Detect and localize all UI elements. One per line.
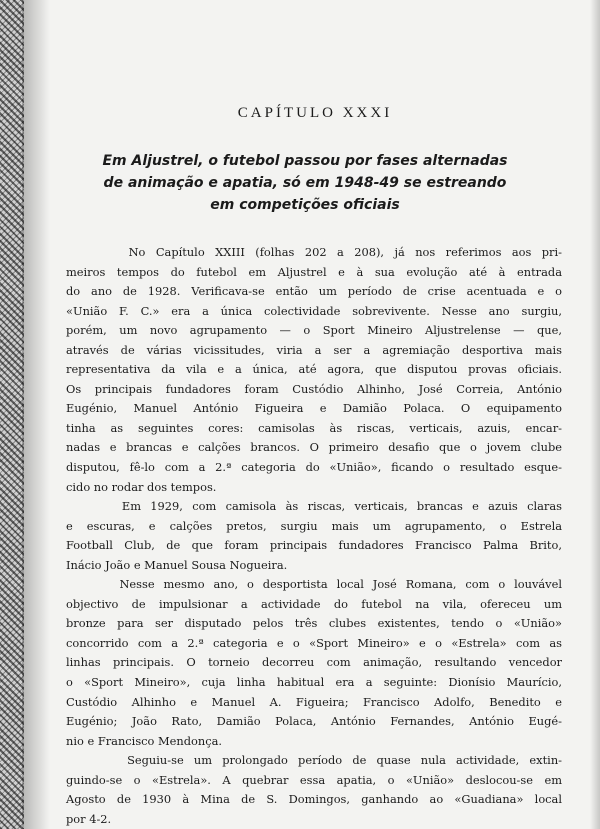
body-line: do ano de 1928. Verificava-se então um período de crise acentuada e o (66, 284, 562, 299)
scan-binding-edge (0, 0, 24, 829)
body-line: através de várias vicissitudes, viria a ser a agremiação desportiva mais (66, 342, 562, 357)
body-line: nadas e brancas e calções brancos. O primeiro desafio que o jovem clube (66, 440, 562, 455)
body-line: Os principais fundadores foram Custódio Alhinho, José Correia, António (66, 381, 562, 396)
body-line: «União F. C.» era a única colectividade sobrevivente. Nesse ano surgiu, (66, 303, 562, 318)
body-line: Nesse mesmo ano, o desportista local José Romana, com o louvável (66, 577, 562, 592)
body-line: tinha as seguintes cores: camisolas às riscas, verticais, azuis, encar- (66, 420, 562, 435)
body-line: Inácio João e Manuel Sousa Nogueira. (66, 557, 288, 572)
scan-right-edge (590, 0, 600, 829)
body-line: Football Club, de que foram principais fundadores Francisco Palma Brito, (66, 538, 562, 553)
subtitle-line: Em Aljustrel, o futebol passou por fases alternadas (102, 153, 508, 169)
body-line: Custódio Alhinho e Manuel A. Figueira; Francisco Adolfo, Benedito e (66, 694, 562, 709)
body-line: representativa da vila e a única, até agora, que disputou provas oficiais. (66, 362, 562, 377)
body-line: No Capítulo XXIII (folhas 202 a 208), já nos referimos aos pri- (66, 245, 562, 259)
body-line: Seguiu-se um prolongado período de quase nula actividade, extin- (66, 753, 562, 768)
chapter-subtitle (60, 150, 550, 216)
chapter-body (66, 243, 562, 829)
body-line: meiros tempos do futebol em Aljustrel e à sua evolução até à entrada (66, 264, 562, 279)
body-line: Eugénio, Manuel António Figueira e Damião Polaca. O equipamento (66, 401, 562, 416)
body-line: linhas principais. O torneio decorreu com animação, resultando vencedor (66, 655, 562, 670)
body-line: e escuras, e calções pretos, surgiu mais um agrupamento, o Estrela (66, 518, 562, 533)
body-line: nio e Francisco Mendonça. (66, 733, 223, 748)
subtitle-line: de animação e apatia, só em 1948-49 se estreando (103, 175, 507, 191)
body-line: disputou, fê-lo com a 2.ª categoria do «União», ficando o resultado esque- (66, 460, 562, 475)
scan-page-shadow (22, 0, 50, 829)
body-line: bronze para ser disputado pelos três clubes existentes, tendo o «União» (66, 616, 562, 631)
chapter-heading: CAPÍTULO XXXI (237, 105, 393, 121)
subtitle-line: em competições oficiais (210, 197, 400, 213)
body-line: Agosto de 1930 à Mina de S. Domingos, ganhando ao «Guadiana» local (66, 792, 562, 807)
body-line: porém, um novo agrupamento — o Sport Mineiro Aljustrelense — que, (66, 323, 562, 338)
body-line: cido no rodar dos tempos. (66, 479, 217, 494)
body-line: Eugénio; João Rato, Damião Polaca, António Fernandes, António Eugé- (66, 714, 562, 729)
body-line: concorrido com a 2.ª categoria e o «Sport Mineiro» e o «Estrela» com as (66, 635, 562, 650)
body-line: guindo-se o «Estrela». A quebrar essa apatia, o «União» deslocou-se em (66, 772, 562, 787)
body-line: por 4-2. (66, 811, 112, 826)
body-line: o «Sport Mineiro», cuja linha habitual era a seguinte: Dionísio Maurício, (66, 675, 562, 690)
body-line: objectivo de impulsionar a actividade do futebol na vila, ofereceu um (66, 596, 562, 611)
body-line: Em 1929, com camisola às riscas, verticais, brancas e azuis claras (66, 499, 562, 514)
